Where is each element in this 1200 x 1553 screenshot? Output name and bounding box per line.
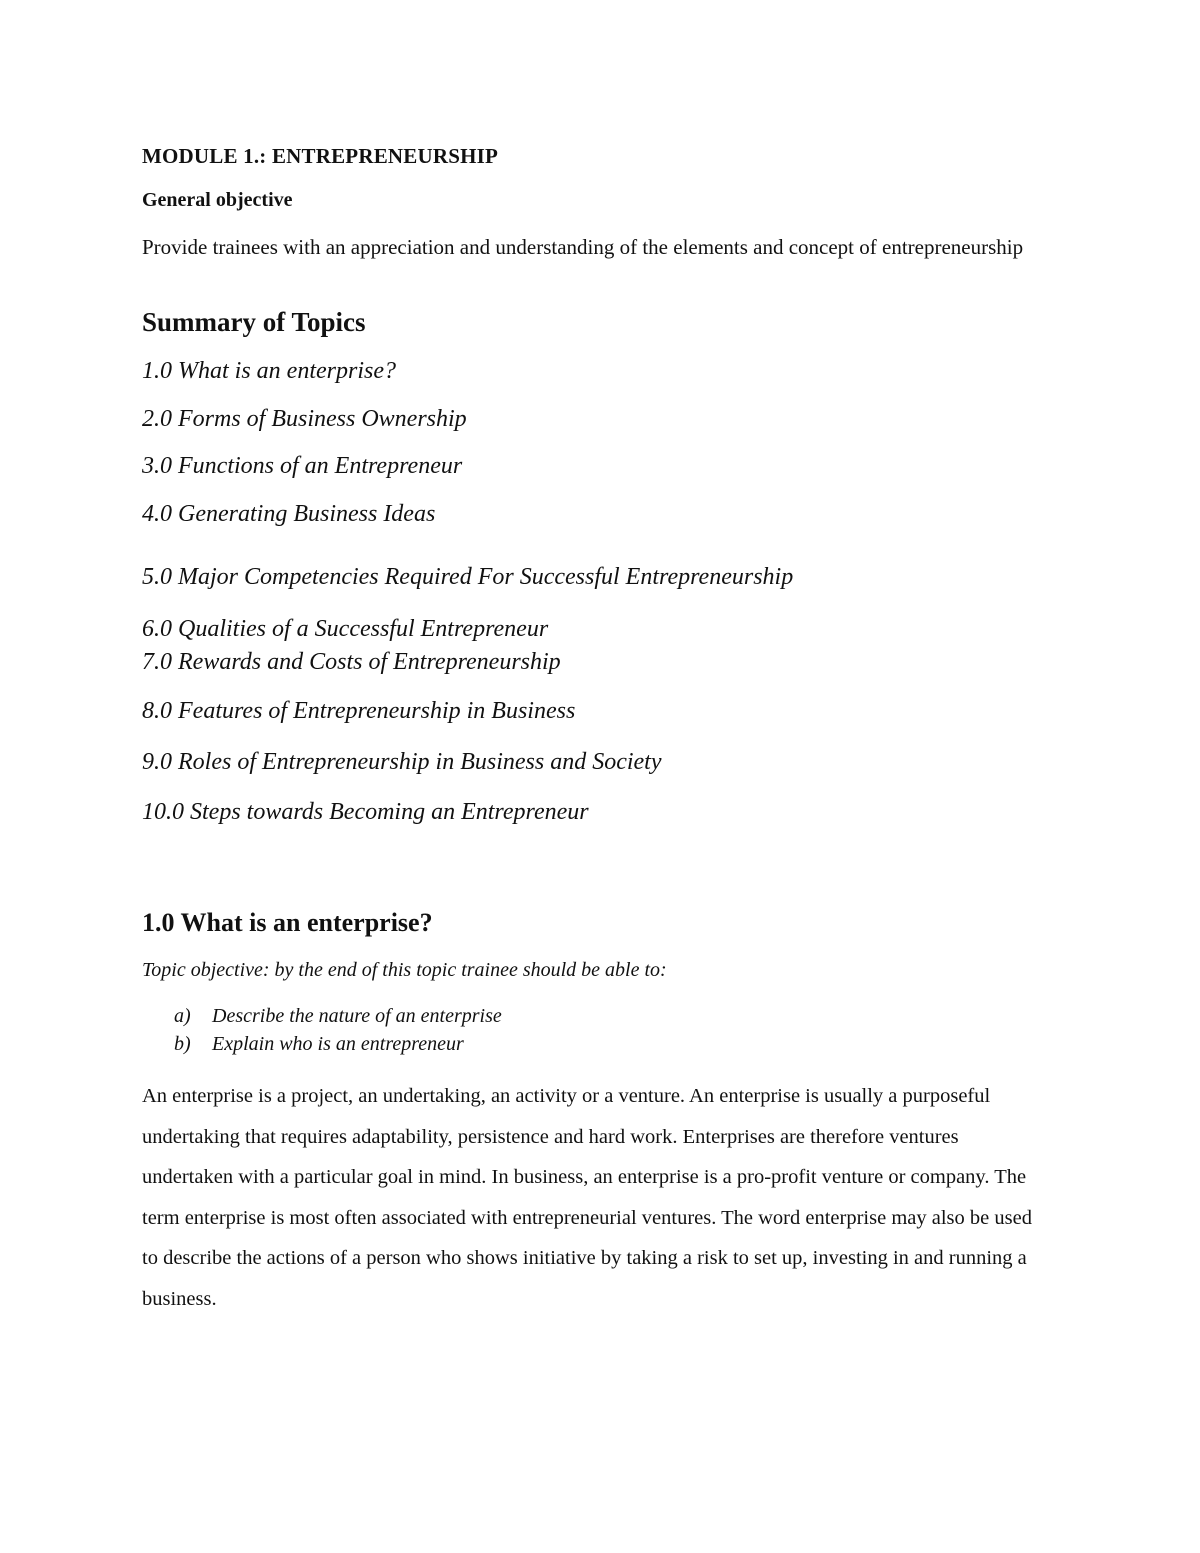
topic-item: 5.0 Major Competencies Required For Successful Entrepreneurship — [142, 564, 794, 590]
topic-item: 7.0 Rewards and Costs of Entrepreneurship — [142, 649, 561, 675]
topic-objective: Topic objective: by the end of this topic trainee should be able to: — [142, 959, 667, 981]
objective-text: Explain who is an entrepreneur — [212, 1033, 464, 1055]
body-paragraph: An enterprise is a project, an undertaking, an activity or a venture. An enterprise is usually a purposeful undertaking that requires adaptability, persistence and hard work. Enterprises are therefore ventures undertaken with a particular goal in mind. In business, an enterprise is a pro-profit venture or company. The term enterprise is most often associated with entrepreneurial ventures. The word enterprise may also be used to describe the actions of a person who shows initiative by taking a risk to set up, investing in and running a business. — [142, 1085, 1032, 1310]
objective-list-item — [174, 1005, 502, 1028]
objective-text: Describe the nature of an enterprise — [212, 1005, 502, 1027]
section-heading: 1.0 What is an enterprise? — [142, 908, 433, 937]
topic-item: 9.0 Roles of Entrepreneurship in Business and Society — [142, 749, 662, 775]
topic-item: 8.0 Features of Entrepreneurship in Business — [142, 698, 576, 724]
module-title: MODULE 1.: ENTREPRENEURSHIP — [142, 144, 499, 168]
list-marker: a) — [174, 1005, 191, 1027]
topic-item: 10.0 Steps towards Becoming an Entrepreneur — [142, 799, 589, 825]
list-marker: b) — [174, 1033, 191, 1055]
topic-item: 2.0 Forms of Business Ownership — [142, 406, 467, 432]
topic-item: 6.0 Qualities of a Successful Entrepreneur — [142, 616, 549, 642]
topic-item: 3.0 Functions of an Entrepreneur — [142, 453, 463, 479]
summary-of-topics-heading: Summary of Topics — [142, 307, 366, 337]
general-objective-heading: General objective — [142, 189, 293, 211]
objective-list-item — [174, 1033, 464, 1056]
general-objective-text: Provide trainees with an appreciation and understanding of the elements and concept of entrepreneurship — [142, 235, 1024, 259]
topic-item: 4.0 Generating Business Ideas — [142, 501, 436, 527]
topic-item: 1.0 What is an enterprise? — [142, 358, 396, 384]
